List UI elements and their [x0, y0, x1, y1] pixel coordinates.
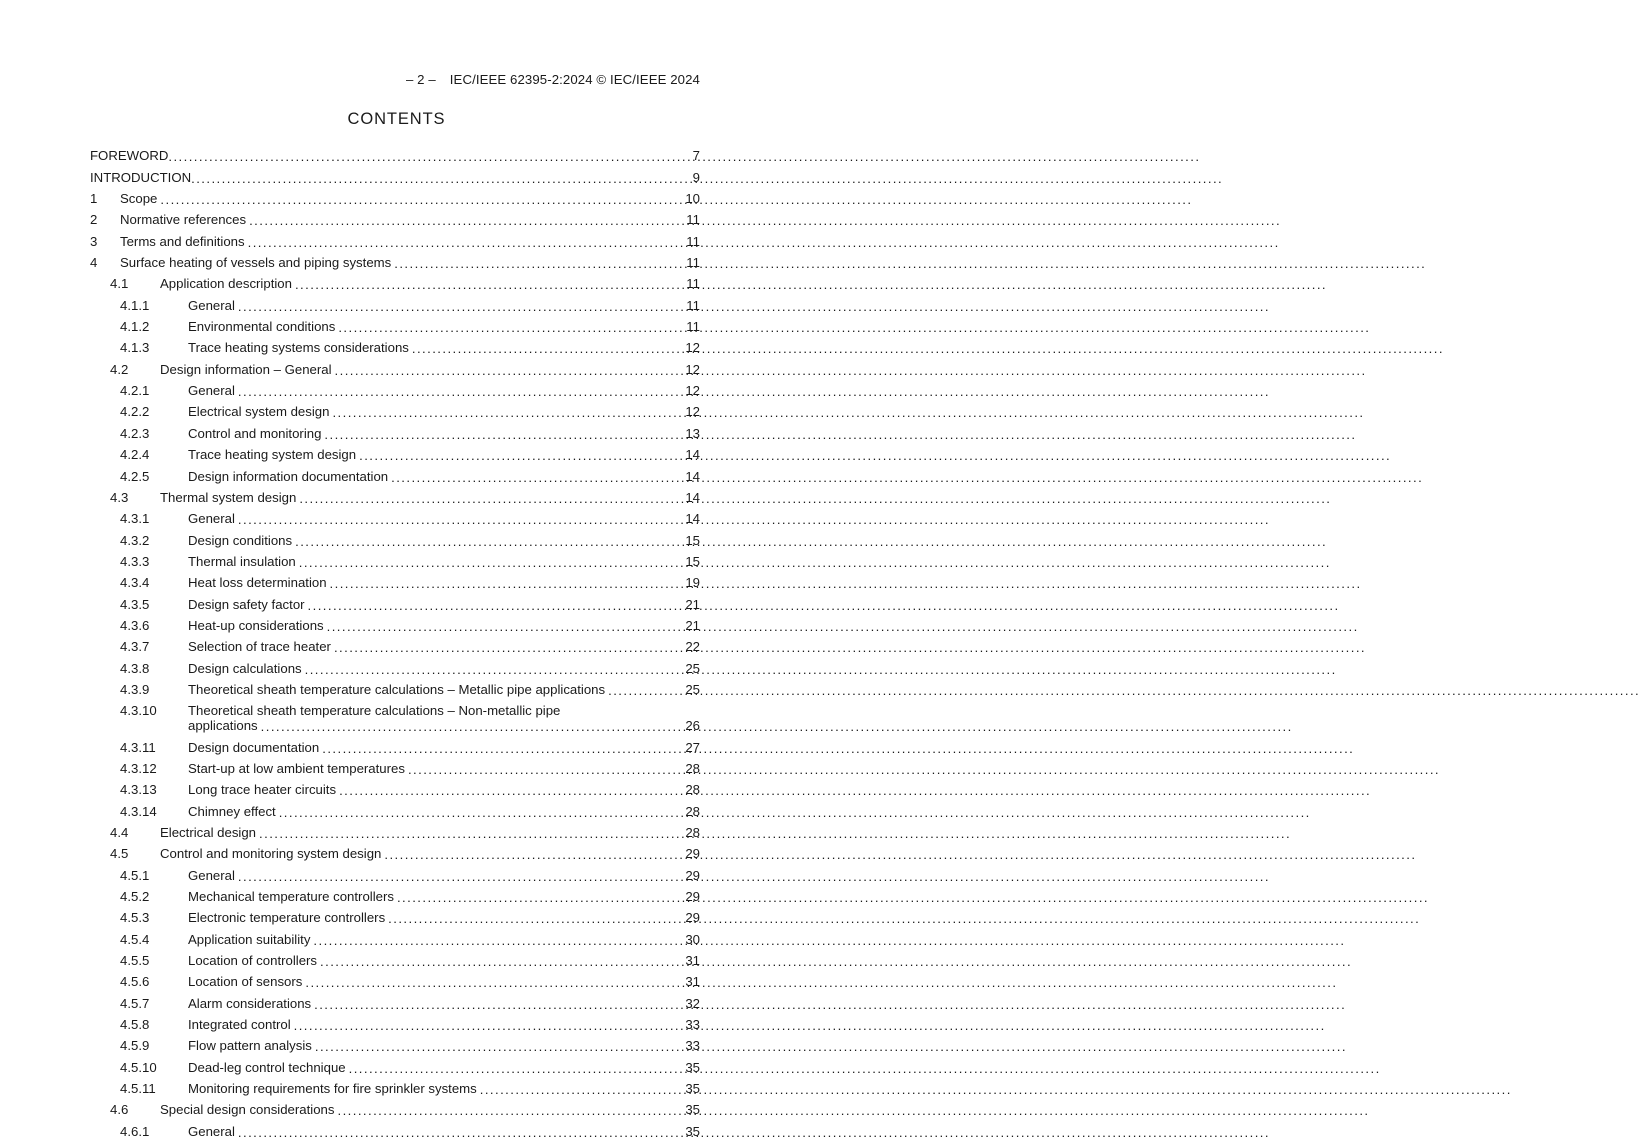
- toc-entry[interactable]: [90, 654, 700, 675]
- toc-entry-number: 4.3.7: [120, 639, 150, 655]
- toc-entry-label: Control and monitoring: [188, 425, 322, 441]
- toc-entry-number: 4.3.9: [120, 681, 150, 697]
- toc-dot-leader: [394, 257, 684, 270]
- toc-entry-label: Design calculations: [188, 660, 302, 676]
- toc-entry[interactable]: [90, 185, 700, 206]
- toc-entry-label: Application description: [160, 276, 292, 292]
- toc-entry-number: 4.5.4: [120, 931, 150, 947]
- toc-dot-leader: [238, 300, 684, 313]
- toc-dot-leader: [330, 577, 684, 590]
- toc-dot-leader: [314, 998, 684, 1011]
- toc-entry-number: 4.2.2: [120, 404, 150, 420]
- toc-entry-page-number: 13: [685, 425, 700, 441]
- toc-entry-label: Trace heating systems considerations: [188, 340, 409, 356]
- toc-dot-leader: [313, 934, 684, 947]
- toc-entry-label: Design documentation: [188, 739, 320, 755]
- toc-entry-number: 4.1.1: [120, 297, 150, 313]
- toc-dot-leader: [349, 1062, 684, 1075]
- toc-dot-leader: [308, 599, 684, 612]
- toc-entry[interactable]: [90, 733, 700, 754]
- toc-entry[interactable]: [90, 270, 700, 291]
- toc-entry-number: 4.5.1: [120, 867, 150, 883]
- toc-entry-page-number: 19: [685, 575, 700, 591]
- toc-entry[interactable]: [90, 947, 700, 968]
- toc-entry-page-number: 35: [685, 1059, 700, 1075]
- toc-entry-label: Special design considerations: [160, 1102, 335, 1118]
- toc-entry-label: Mechanical temperature controllers: [188, 889, 394, 905]
- toc-entry-label: Trace heating system design: [188, 447, 357, 463]
- toc-entry-label: Theoretical sheath temperature calculations – Non-metallic pipe: [188, 703, 561, 719]
- toc-entry-page-number: 21: [685, 617, 700, 633]
- toc-entry-page-number: 14: [685, 447, 700, 463]
- toc-entry-page-number: 29: [685, 910, 700, 926]
- toc-dot-leader: [397, 891, 684, 904]
- toc-entry[interactable]: [90, 355, 700, 376]
- toc-entry[interactable]: [90, 590, 700, 611]
- toc-entry-label: Scope: [120, 191, 158, 207]
- toc-dot-leader: [334, 641, 684, 654]
- toc-entry-label: Design conditions: [188, 532, 293, 548]
- toc-entry[interactable]: [90, 776, 700, 797]
- toc-entry[interactable]: [90, 1075, 700, 1096]
- toc-entry-label: Design information documentation: [188, 468, 389, 484]
- toc-entry[interactable]: [90, 505, 700, 526]
- toc-entry-page-number: 29: [685, 867, 700, 883]
- toc-entry-number: 4.3.3: [120, 553, 150, 569]
- toc-dot-leader: [608, 684, 684, 697]
- toc-entry-number: 4.2.1: [120, 383, 150, 399]
- toc-entry[interactable]: [90, 291, 700, 312]
- toc-entry[interactable]: [90, 206, 700, 227]
- toc-entry[interactable]: [90, 142, 700, 163]
- toc-entry[interactable]: [90, 968, 700, 989]
- toc-entry-number: 3: [90, 233, 98, 249]
- toc-entry-number: 4.5.2: [120, 889, 150, 905]
- toc-entry-label: INTRODUCTION: [90, 169, 192, 185]
- toc-entry[interactable]: [90, 883, 700, 904]
- toc-entry[interactable]: [90, 1096, 700, 1117]
- toc-entry[interactable]: [90, 227, 700, 248]
- toc-entry[interactable]: [90, 313, 700, 334]
- toc-entry-label: Application suitability: [188, 931, 311, 947]
- toc-entry-number: 4.5.5: [120, 953, 150, 969]
- toc-dot-leader: [315, 1040, 684, 1053]
- toc-entry-label: Long trace heater circuits: [188, 782, 337, 798]
- toc-dot-leader: [305, 976, 684, 989]
- toc-dot-leader: [320, 955, 684, 968]
- toc-dot-leader: [324, 428, 684, 441]
- toc-entry-page-number: 11: [686, 233, 700, 249]
- toc-entry-label: FOREWORD: [90, 148, 169, 164]
- toc-entry-label: Alarm considerations: [188, 995, 312, 1011]
- toc-entry-page-number: 11: [686, 319, 700, 335]
- toc-entry-page-number: 14: [685, 511, 700, 527]
- toc-entry-number: 4.3.10: [120, 703, 157, 719]
- toc-dot-leader: [412, 342, 684, 355]
- toc-dot-leader: [299, 492, 684, 505]
- toc-entry-label: General: [188, 383, 235, 399]
- toc-entry-page-number: 10: [685, 191, 700, 207]
- toc-entry-label: General: [188, 1123, 235, 1139]
- toc-dot-leader: [238, 385, 684, 398]
- toc-dot-leader: [332, 406, 684, 419]
- toc-entry-label: Heat loss determination: [188, 575, 327, 591]
- header-page-marker: – 2 –: [405, 72, 436, 87]
- toc-entry-page-number: 35: [685, 1102, 700, 1118]
- toc-entry-number: 4.5: [110, 846, 129, 862]
- toc-entry-number: 4.3.13: [120, 782, 157, 798]
- toc-entry-label: Thermal system design: [160, 489, 297, 505]
- toc-entry-number: 4.3.8: [120, 660, 150, 676]
- toc-entry-label: Dead-leg control technique: [188, 1059, 346, 1075]
- toc-entry-label: Heat-up considerations: [188, 617, 324, 633]
- toc-entry-label: Location of sensors: [188, 974, 303, 990]
- toc-dot-leader: [338, 321, 684, 334]
- toc-entry-number: 4.5.8: [120, 1017, 150, 1033]
- toc-dot-leader: [339, 784, 684, 797]
- toc-entry[interactable]: [90, 548, 700, 569]
- toc-entry-number: 4.3: [110, 489, 129, 505]
- toc-entry-label: General: [188, 511, 235, 527]
- toc-entry-page-number: 9: [692, 169, 700, 185]
- toc-dot-leader: [238, 1126, 684, 1139]
- toc-entry-number: 4.1: [110, 276, 129, 292]
- header-standard-reference: IEC/IEEE 62395-2:2024 © IEC/IEEE 2024: [449, 72, 700, 87]
- toc-dot-leader: [160, 193, 684, 206]
- toc-entry-number: 4.5.9: [120, 1038, 150, 1054]
- toc-dot-leader: [322, 742, 684, 755]
- toc-entry-page-number: 7: [692, 148, 700, 164]
- toc-entry-page-number: 28: [685, 803, 700, 819]
- toc-entry[interactable]: [90, 633, 700, 654]
- toc-entry[interactable]: [90, 904, 700, 925]
- toc-entry[interactable]: [90, 462, 700, 483]
- toc-entry-page-number: 25: [685, 681, 700, 697]
- toc-entry-number: 4.4: [110, 825, 129, 840]
- toc-dot-leader: [391, 471, 684, 484]
- toc-dot-leader: [388, 912, 684, 925]
- toc-entry-label: Normative references: [120, 212, 247, 228]
- toc-entry-page-number: 12: [685, 340, 700, 356]
- toc-entry-label: Location of controllers: [188, 953, 318, 969]
- toc-dot-leader: [168, 150, 684, 163]
- toc-dot-leader: [408, 763, 684, 776]
- toc-entry-label: Electrical design: [160, 825, 257, 840]
- toc-entry-page-number: 30: [685, 931, 700, 947]
- toc-entry-number: 4.3.1: [120, 511, 150, 527]
- toc-entry-page-number: 31: [685, 953, 700, 969]
- toc-entry[interactable]: [90, 1011, 700, 1032]
- toc-entry-number: 4.5.6: [120, 974, 150, 990]
- toc-dot-leader: [279, 806, 684, 819]
- toc-entry-number: 4.5.3: [120, 910, 150, 926]
- toc-entry-number: 4.2.4: [120, 447, 150, 463]
- toc-entry-number: 4.3.2: [120, 532, 150, 548]
- toc-entry-label: Design safety factor: [188, 596, 305, 612]
- toc-entry-number: 1: [90, 191, 98, 207]
- toc-entry-label: General: [188, 297, 235, 313]
- toc-entry-label: Design information – General: [160, 361, 332, 377]
- toc-entry-label-continued: applications: [188, 718, 258, 734]
- toc-dot-leader: [294, 1019, 684, 1032]
- toc-entry-label: Electronic temperature controllers: [188, 910, 386, 926]
- toc-dot-leader: [261, 720, 684, 733]
- toc-entry[interactable]: [90, 612, 700, 633]
- toc-dot-leader: [384, 848, 684, 861]
- toc-entry[interactable]: [90, 569, 700, 590]
- toc-entry[interactable]: [90, 1053, 700, 1074]
- toc-entry-number: 4.2.5: [120, 468, 150, 484]
- toc-dot-leader: [335, 364, 684, 377]
- toc-entry-label: Selection of trace heater: [188, 639, 331, 655]
- toc-dot-leader: [295, 535, 684, 548]
- toc-entry-page-number: 28: [685, 782, 700, 798]
- toc-entry-label: Electrical system design: [188, 404, 330, 420]
- toc-entry-page-number: 33: [685, 1017, 700, 1033]
- toc-entry[interactable]: [90, 398, 700, 419]
- toc-entry-label: Theoretical sheath temperature calculations – Metallic pipe applications: [188, 681, 606, 697]
- toc-entry-label: Terms and definitions: [120, 233, 245, 249]
- toc-entry-page-number: 29: [685, 846, 700, 862]
- toc-entry-page-number: 12: [685, 361, 700, 377]
- toc-dot-leader: [337, 1104, 684, 1117]
- toc-dot-leader: [563, 705, 700, 718]
- toc-entry-label: Integrated control: [188, 1017, 291, 1033]
- toc-entry-number: 4.5.7: [120, 995, 150, 1011]
- toc-entry-number: 4.2: [110, 361, 129, 377]
- toc-dot-leader: [259, 827, 684, 840]
- toc-entry-number: 4.3.12: [120, 760, 157, 776]
- toc-entry[interactable]: [90, 861, 700, 882]
- toc-entry-label: Flow pattern analysis: [188, 1038, 312, 1054]
- table-of-contents: [90, 142, 700, 1139]
- toc-entry-number: 4.3.5: [120, 596, 150, 612]
- toc-entry-number: 4.3.4: [120, 575, 150, 591]
- running-header: [90, 72, 700, 87]
- toc-entry-page-number: 28: [685, 825, 700, 840]
- toc-entry-number: 4.5.10: [120, 1059, 157, 1075]
- toc-entry-page-number: 14: [685, 489, 700, 505]
- toc-entry-page-number: 26: [685, 718, 700, 734]
- toc-entry[interactable]: [90, 697, 700, 718]
- toc-entry-number: 4.5.11: [120, 1081, 156, 1097]
- toc-entry-label: Start-up at low ambient temperatures: [188, 760, 405, 776]
- toc-entry-page-number: 35: [685, 1081, 700, 1097]
- toc-entry-page-number: 29: [685, 889, 700, 905]
- toc-entry-page-number: 11: [686, 212, 700, 228]
- toc-entry-page-number: 14: [685, 468, 700, 484]
- toc-dot-leader: [191, 172, 684, 185]
- toc-entry-page-number: 12: [685, 383, 700, 399]
- toc-entry-page-number: 11: [686, 255, 700, 271]
- toc-dot-leader: [295, 278, 684, 291]
- toc-dot-leader: [238, 513, 684, 526]
- toc-entry-page-number: 11: [686, 276, 700, 292]
- toc-entry[interactable]: [90, 249, 700, 270]
- toc-entry[interactable]: [90, 377, 700, 398]
- toc-entry-number: 4.1.2: [120, 319, 150, 335]
- toc-entry-label: Surface heating of vessels and piping systems: [120, 255, 392, 271]
- toc-dot-leader: [249, 214, 684, 227]
- toc-entry-number: 4.3.11: [120, 739, 156, 755]
- toc-entry[interactable]: [90, 755, 700, 776]
- toc-entry[interactable]: [90, 1032, 700, 1053]
- toc-entry-page-number: 35: [685, 1123, 700, 1139]
- toc-entry[interactable]: [90, 484, 700, 505]
- toc-entry-number: 4.3.6: [120, 617, 150, 633]
- toc-dot-leader: [480, 1083, 684, 1096]
- toc-entry-number: 4.3.14: [120, 803, 157, 819]
- toc-entry[interactable]: [90, 334, 700, 355]
- toc-entry-number: 4.6.1: [120, 1123, 150, 1139]
- page-title: CONTENTS: [347, 110, 446, 128]
- toc-entry-number: 4.6: [110, 1102, 129, 1118]
- toc-entry-page-number: 21: [685, 596, 700, 612]
- toc-entry-page-number: 15: [685, 532, 700, 548]
- toc-dot-leader: [248, 236, 684, 249]
- toc-entry[interactable]: [90, 840, 700, 861]
- toc-entry[interactable]: [90, 797, 700, 818]
- toc-entry-page-number: 27: [685, 739, 700, 755]
- toc-entry-label: Thermal insulation: [188, 553, 296, 569]
- toc-entry[interactable]: [90, 163, 700, 184]
- toc-entry[interactable]: [90, 1117, 700, 1138]
- toc-entry-number: 4: [90, 255, 98, 271]
- toc-entry-label: Environmental conditions: [188, 319, 336, 335]
- toc-entry-page-number: 25: [685, 660, 700, 676]
- toc-dot-leader: [359, 449, 684, 462]
- toc-entry[interactable]: [90, 925, 700, 946]
- toc-dot-leader: [238, 870, 684, 883]
- toc-dot-leader: [299, 556, 684, 569]
- toc-entry-number: 2: [90, 212, 98, 228]
- toc-entry[interactable]: [90, 419, 700, 440]
- toc-entry-page-number: 33: [685, 1038, 700, 1054]
- toc-entry-label: Chimney effect: [188, 803, 276, 819]
- toc-entry-label: Monitoring requirements for fire sprinkler systems: [188, 1081, 477, 1097]
- toc-entry-label: General: [188, 867, 235, 883]
- toc-entry[interactable]: [90, 819, 700, 840]
- toc-entry-page-number: 12: [685, 404, 700, 420]
- toc-entry-page-number: 31: [685, 974, 700, 990]
- toc-entry[interactable]: [90, 441, 700, 462]
- toc-entry[interactable]: [90, 676, 700, 697]
- toc-entry[interactable]: [90, 526, 700, 547]
- toc-entry-page-number: 15: [685, 553, 700, 569]
- toc-entry-page-number: 11: [686, 297, 700, 313]
- toc-entry-page-number: 28: [685, 760, 700, 776]
- toc-entry[interactable]: [90, 989, 700, 1010]
- toc-entry-label: Control and monitoring system design: [160, 846, 382, 862]
- toc-entry-page-number: 22: [685, 639, 700, 655]
- toc-entry-number: 4.1.3: [120, 340, 150, 356]
- document-page: [0, 0, 793, 1139]
- toc-entry-page-number: 32: [685, 995, 700, 1011]
- toc-entry-number: 4.2.3: [120, 425, 150, 441]
- toc-dot-leader: [327, 620, 684, 633]
- toc-dot-leader: [305, 663, 684, 676]
